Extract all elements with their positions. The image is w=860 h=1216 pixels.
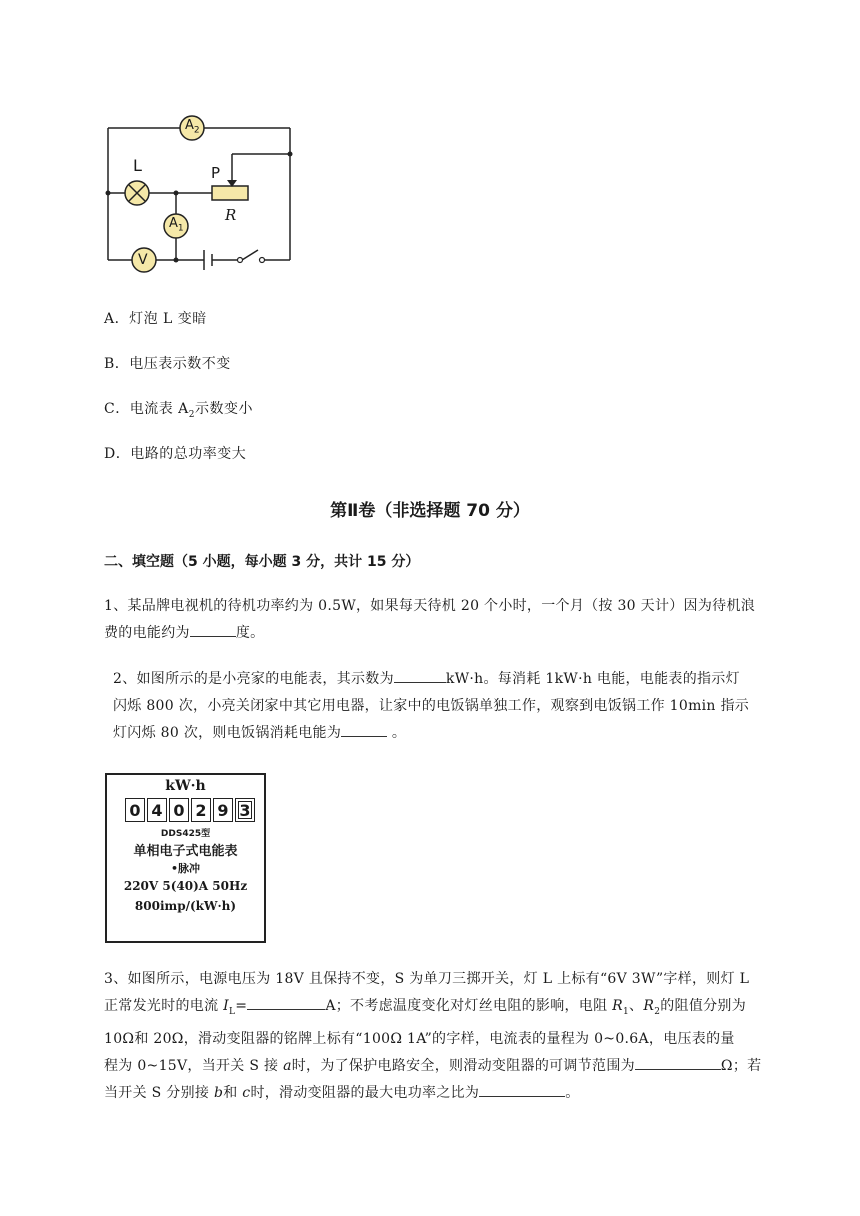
section-title: 第Ⅱ卷（非选择题 70 分） — [330, 501, 530, 521]
meter-name: 单相电子式电能表 — [133, 844, 238, 859]
electric-meter — [105, 773, 266, 943]
meter-digit: 0 — [125, 798, 145, 822]
meter-digit: 9 — [213, 798, 233, 822]
option-a: A．灯泡 L 变暗 — [104, 311, 207, 327]
ammeter-a1-label: $A_1$ — [169, 216, 184, 234]
meter-digit: 2 — [191, 798, 211, 822]
section-heading: 二、填空题（5 小题，每小题 3 分，共计 15 分） — [104, 554, 420, 570]
meter-spec: 220V 5(40)A 50Hz — [123, 879, 248, 893]
meter-digits — [125, 798, 264, 822]
meter-pulse: •脉冲 — [170, 862, 201, 875]
meter-digit: 4 — [147, 798, 167, 822]
voltmeter-label: V — [138, 252, 148, 268]
ammeter-a2-label: $A_2$ — [185, 118, 200, 136]
meter-constant: 800imp/(kW·h) — [134, 899, 237, 913]
option-d: D．电路的总功率变大 — [104, 446, 247, 462]
meter-unit: kW·h — [165, 778, 206, 794]
lamp-label: L — [133, 156, 142, 175]
question-3: 3、如图所示，电源电压为 18V 且保持不变，S 为单刀三掷开关，灯 L 上标有“6V 3W”字样，则灯 L 正常发光时的电流 $I_L= A$；不考虑温度变化对灯丝电阻的影响，电阻 $R_1$、$R_2$的阻值分别为 10Ω和 20Ω，滑动变阻器的铭牌上标有“100Ω 1A”的字样，电流表的量程为 0~0.6A，电压表的量 程为 0~15V，当开关 S 接 a时，为了保护电路安全，则滑动变阻器的可调节范围为 Ω；若 当开关 S 分别接 b和 c时，滑动变阻器的最大电功率之比为 。 — [104, 971, 762, 1101]
option-b: B．电压表示数不变 — [104, 356, 231, 372]
question-2: 2、如图所示的是小亮家的电能表，其示数为 kW·h。每消耗 1kW·h 电能，电能表的指示灯 闪烁 800 次，小亮关闭家中其它用电器，让家中的电饭锅单独工作，观察到电饭锅工作 10min 指示 灯闪烁 80 次，则电饭锅消耗电能为 。 — [113, 666, 813, 747]
question-1: 1、某品牌电视机的待机功率约为 0.5W，如果每天待机 20 个小时，一个月（按 30 天计）因为待机浪 费的电能约为 度。 — [104, 598, 756, 641]
slider-label: P — [211, 164, 221, 182]
resistor-label: R — [225, 206, 237, 224]
meter-digit: 3 — [235, 798, 255, 822]
option-c: C．电流表 $A_2$示数变小 — [104, 401, 254, 420]
meter-digit: 0 — [169, 798, 189, 822]
circuit-diagram — [100, 110, 300, 280]
meter-model: DDS425型 — [160, 829, 211, 839]
